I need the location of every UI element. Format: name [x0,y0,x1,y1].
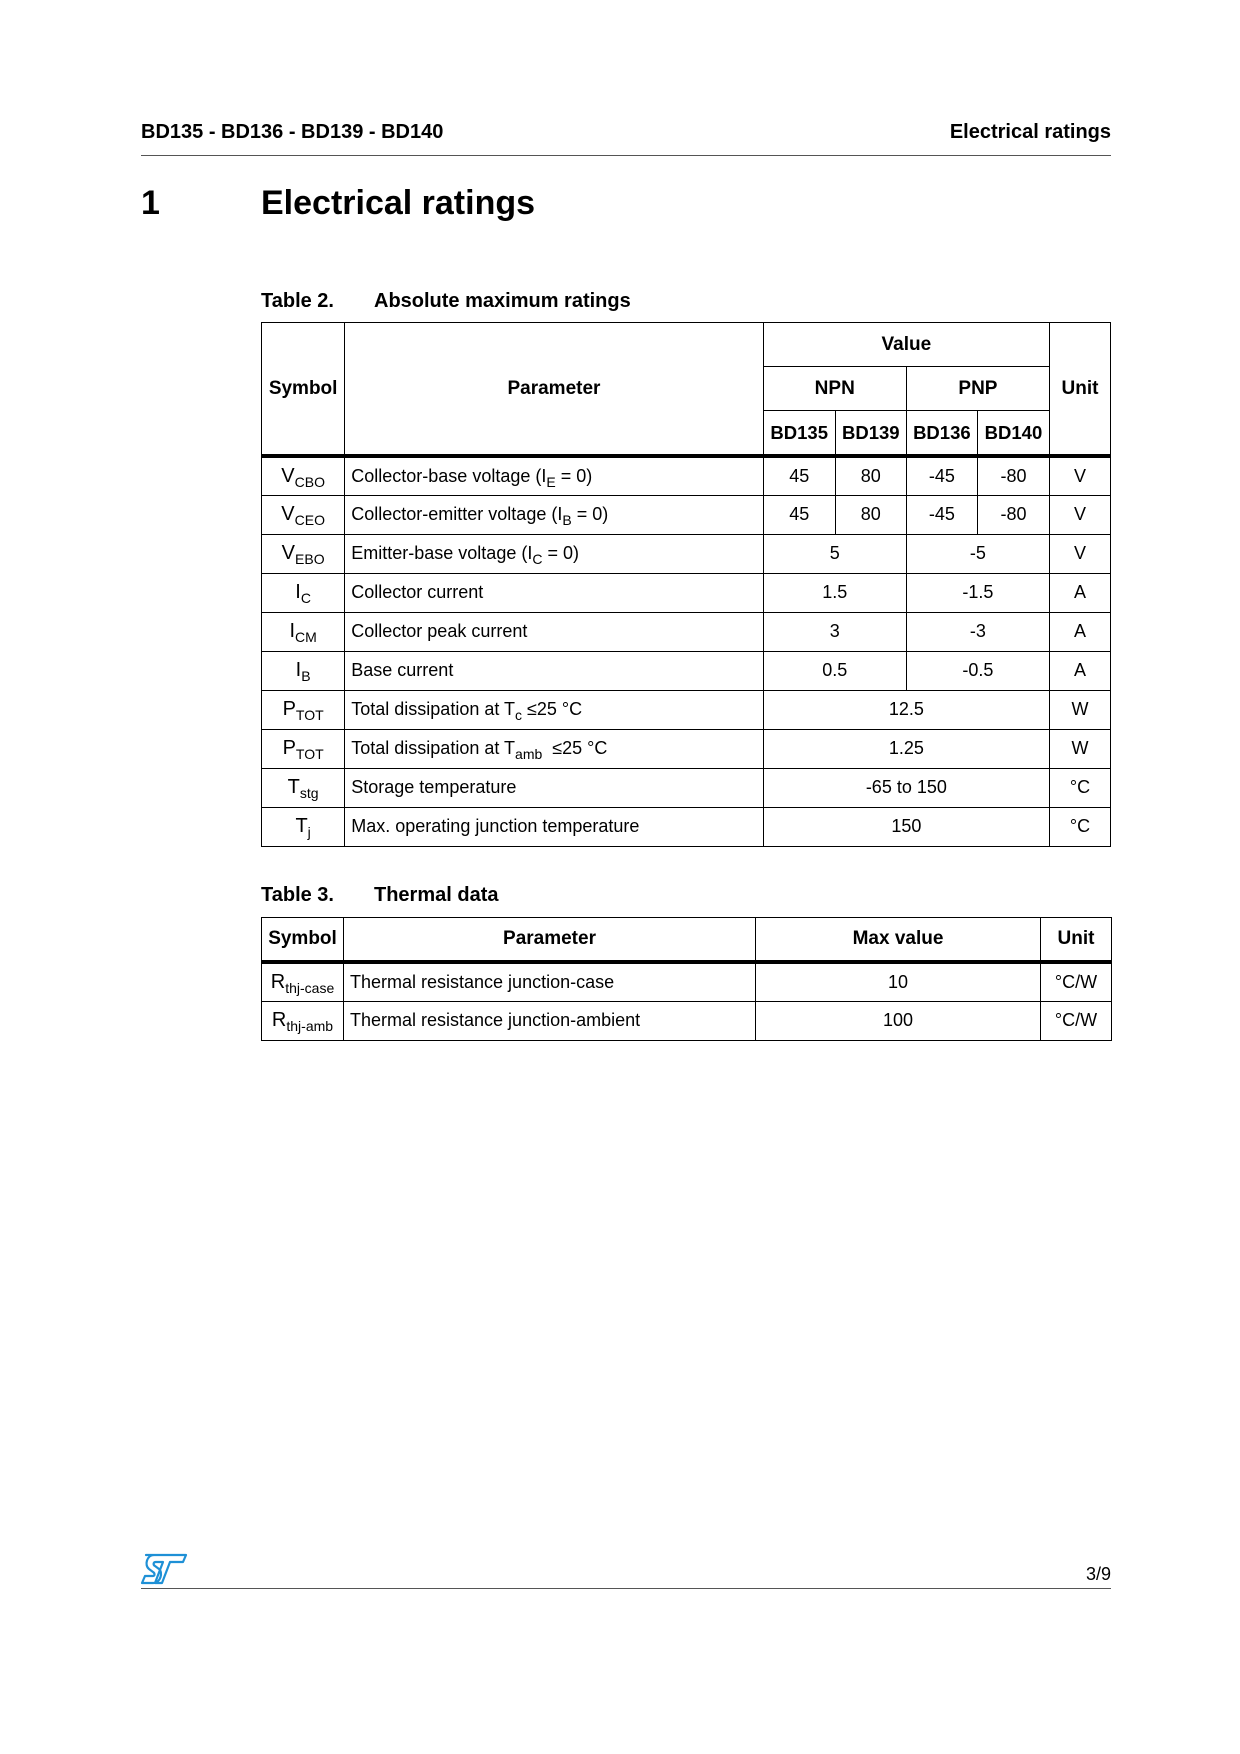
table3-caption [261,884,498,907]
unit-cell: V [1050,495,1111,534]
running-header-section: Electrical ratings [949,121,1111,143]
npn-value-cell: 3 [763,612,906,651]
col-header-npn: NPN [763,367,906,411]
table-row [262,729,1111,768]
value-cell: 150 [763,807,1049,846]
col-header-bd135: BD135 [763,411,835,457]
value-cell: 10 [756,962,1041,1001]
col-header-value: Value [763,323,1049,367]
unit-cell: V [1050,534,1111,573]
col-header-bd140: BD140 [977,411,1049,457]
unit-cell: °C/W [1041,1001,1112,1040]
page-number: 3/9 [1085,1564,1111,1584]
col-header-symbol: Symbol [262,323,345,457]
symbol-cell: $T_{stg}$ [262,768,345,807]
unit-cell: W [1050,729,1111,768]
unit-cell: A [1050,612,1111,651]
npn-value-cell: 1.5 [763,573,906,612]
value-cell: -80 [977,456,1049,495]
table-row [262,962,1112,1001]
col-header-max-value: Max value [756,918,1041,963]
table2-caption [261,290,631,313]
symbol-cell: $I_C$ [262,573,345,612]
symbol-cell: $R_{thj-amb}$ [262,1001,344,1040]
symbol-cell: $I_B$ [262,651,345,690]
symbol-cell: $T_j$ [262,807,345,846]
parameter-cell: Collector-emitter voltage $(I_B = 0)$ [345,495,763,534]
table3-label: Table 3. [261,884,334,906]
symbol-cell: $R_{thj-case}$ [262,962,344,1001]
unit-cell: °C/W [1041,962,1112,1001]
value-cell: -80 [977,495,1049,534]
parameter-cell: Emitter-base voltage $(I_C = 0)$ [345,534,763,573]
table-row [262,651,1111,690]
pnp-value-cell: -5 [906,534,1049,573]
value-cell: -45 [906,456,977,495]
symbol-cell: $P_{TOT}$ [262,690,345,729]
value-cell: 80 [835,456,906,495]
unit-cell: W [1050,690,1111,729]
parameter-cell: Storage temperature [345,768,763,807]
parameter-cell: Base current [345,651,763,690]
value-cell: 45 [763,495,835,534]
parameter-cell: Collector peak current [345,612,763,651]
symbol-cell: $I_{CM}$ [262,612,345,651]
parameter-cell: Collector-base voltage $(I_E = 0)$ [345,456,763,495]
col-header-unit: Unit [1041,918,1112,963]
col-header-pnp: PNP [906,367,1049,411]
table-row [262,612,1111,651]
npn-value-cell: 0.5 [763,651,906,690]
col-header-bd139: BD139 [835,411,906,457]
header-rule [141,155,1111,156]
unit-cell: °C [1050,807,1111,846]
table-row [262,807,1111,846]
parameter-cell: Max. operating junction temperature [345,807,763,846]
col-header-unit: Unit [1050,323,1111,457]
pnp-value-cell: -0.5 [906,651,1049,690]
parameter-cell: Total dissipation at $T_c \le 25$ °C [345,690,763,729]
table-row [262,768,1111,807]
pnp-value-cell: -3 [906,612,1049,651]
value-cell: 1.25 [763,729,1049,768]
table2-title: Absolute maximum ratings [374,290,631,312]
parameter-cell: Total dissipation at $T_{amb} \le 25$ °C [345,729,763,768]
table-row [262,495,1111,534]
absolute-maximum-ratings-table [261,322,1111,847]
value-cell: 12.5 [763,690,1049,729]
value-cell: 80 [835,495,906,534]
parameter-cell: Collector current [345,573,763,612]
unit-cell: V [1050,456,1111,495]
parameter-cell: Thermal resistance junction-case [344,962,756,1001]
thermal-data-table [261,917,1112,1041]
col-header-parameter: Parameter [344,918,756,963]
value-cell: 45 [763,456,835,495]
symbol-cell: $V_{CBO}$ [262,456,345,495]
value-cell: -65 to 150 [763,768,1049,807]
pnp-value-cell: -1.5 [906,573,1049,612]
symbol-cell: $P_{TOT}$ [262,729,345,768]
value-cell: -45 [906,495,977,534]
footer-rule [141,1588,1111,1589]
unit-cell: °C [1050,768,1111,807]
symbol-cell: $V_{CEO}$ [262,495,345,534]
table3-title: Thermal data [374,884,499,906]
parameter-cell: Thermal resistance junction-ambient [344,1001,756,1040]
value-cell: 100 [756,1001,1041,1040]
table-row [262,534,1111,573]
col-header-symbol: Symbol [262,918,344,963]
section-title: Electrical ratings [261,184,536,222]
table2-label: Table 2. [261,290,334,312]
unit-cell: A [1050,651,1111,690]
col-header-parameter: Parameter [345,323,763,457]
unit-cell: A [1050,573,1111,612]
st-logo-icon [140,1553,188,1585]
npn-value-cell: 5 [763,534,906,573]
table-row [262,456,1111,495]
section-number: 1 [141,184,160,222]
table-row [262,1001,1112,1040]
col-header-bd136: BD136 [906,411,977,457]
running-header-title: BD135 - BD136 - BD139 - BD140 [141,121,444,143]
symbol-cell: $V_{EBO}$ [262,534,345,573]
table-row [262,573,1111,612]
table-row [262,690,1111,729]
